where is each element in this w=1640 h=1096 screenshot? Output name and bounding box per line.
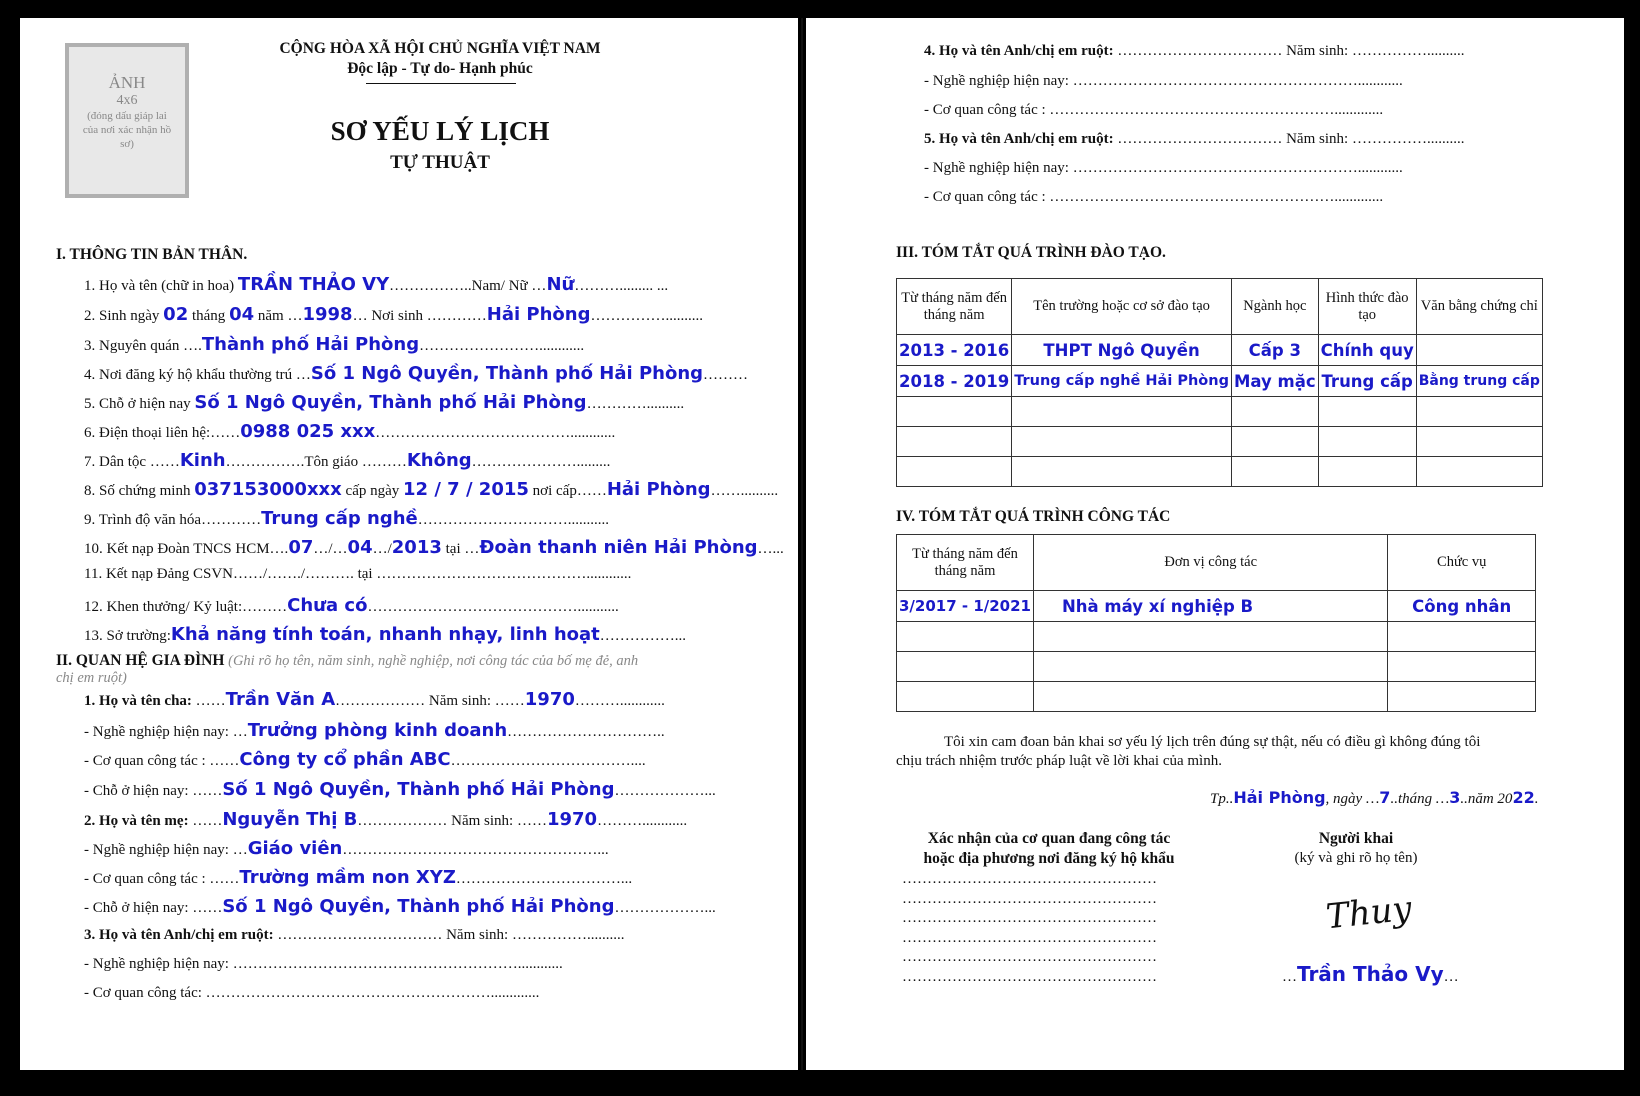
work-table: [896, 534, 1536, 712]
table-row-empty: [897, 682, 1536, 712]
table-cell: Cấp 3: [1231, 335, 1318, 366]
mother-workplace: Trường mầm non XYZ: [239, 867, 456, 888]
table-cell: THPT Ngô Quyền: [1012, 335, 1232, 366]
mother-birth-year: 1970: [546, 809, 598, 830]
table-cell: May mặc: [1231, 366, 1318, 397]
field-registered-address: 4. Nơi đăng ký hộ khẩu thường trú …Số 1 Ngô Quyền, Thành phố Hải Phòng………: [84, 363, 749, 384]
date-day: 7: [1379, 788, 1391, 807]
confirm-dotted-lines: …………………………………………… …………………………………………… …………………………………………… …………………………………………… …………………………………………… ……………………………………………: [902, 871, 1157, 985]
table-row-empty: [897, 622, 1536, 652]
work-col-unit: Đơn vị công tác: [1034, 535, 1388, 591]
id-issue-place: Hải Phòng: [606, 479, 711, 500]
field-father-name: 1. Họ và tên cha: ……Trần Văn A……………… Năm sinh: ……1970………............: [84, 689, 665, 710]
field-party: 11. Kết nạp Đảng CSVN……/……./………. tại ……………………………………............: [84, 566, 632, 582]
education-table: [896, 278, 1543, 487]
education-col-period: Từ tháng năm đến tháng năm: [897, 279, 1012, 335]
section-2-heading: II. QUAN HỆ GIA ĐÌNH (Ghi rõ họ tên, năm sinh, nghề nghiệp, nơi công tác của bố mẹ đẻ, anh: [56, 652, 639, 669]
field-birth: 2. Sinh ngày 02 tháng 04 năm …1998… Nơi sinh …………Hải Phòng……………..........: [84, 304, 703, 325]
table-row: [897, 591, 1536, 622]
signer-name: Trần Thảo Vy: [1297, 962, 1444, 986]
field-father-home: - Chỗ ở hiện nay: ……Số 1 Ngô Quyền, Thành phố Hải Phòng………………...: [84, 779, 716, 800]
work-col-position: Chức vụ: [1388, 535, 1536, 591]
field-fullname: 1. Họ và tên (chữ in hoa) TRẦN THẢO VY……………..Nam/ Nữ …Nữ………......... ...: [84, 274, 669, 295]
birth-month: 04: [229, 304, 255, 325]
youth-day: 07: [288, 537, 314, 558]
fullname-value: TRẦN THẢO VY: [237, 274, 390, 295]
field-mother-home: - Chỗ ở hiện nay: ……Số 1 Ngô Quyền, Thành phố Hải Phòng………………...: [84, 896, 716, 917]
work-header-row: [897, 535, 1536, 591]
table-cell: Trung cấp nghề Hải Phòng: [1012, 366, 1232, 397]
field-sibling-5-job: - Nghề nghiệp hiện nay: …………………………………………………............: [924, 160, 1403, 176]
father-home: Số 1 Ngô Quyền, Thành phố Hải Phòng: [222, 779, 615, 800]
page-left: [20, 18, 798, 1070]
section-3-heading: III. TÓM TẮT QUÁ TRÌNH ĐÀO TẠO.: [896, 244, 1166, 261]
birth-place: Hải Phòng: [486, 304, 591, 325]
id-issue-date: 12 / 7 / 2015: [403, 479, 529, 500]
field-sibling-3-work: - Cơ quan công tác: ………………………………………………….............: [84, 985, 540, 1001]
table-cell: Bằng trung cấp: [1416, 366, 1542, 397]
photo-note: (đóng dấu giáp lai của nơi xác nhận hồ sơ): [82, 110, 172, 150]
field-id-card: 8. Số chứng minh 037153000xxx cấp ngày 12 / 7 / 2015 nơi cấp……Hải Phòng……..........: [84, 479, 779, 500]
education-col-school: Tên trường hoặc cơ sở đào tạo: [1012, 279, 1232, 335]
photo-title: ẢNH: [108, 73, 146, 92]
signer-title: Người khai: [1318, 830, 1394, 847]
field-awards: 12. Khen thưởng/ Kỷ luật:………Chưa có……………………………………...........: [84, 595, 619, 616]
field-sibling-3-name: 3. Họ và tên Anh/chị em ruột: …………………………… Năm sinh: ……………..........: [84, 927, 625, 943]
mother-home: Số 1 Ngô Quyền, Thành phố Hải Phòng: [222, 896, 615, 917]
father-workplace: Công ty cổ phần ABC: [239, 749, 451, 770]
youth-year: 2013: [391, 537, 442, 558]
youth-month: 04: [347, 537, 373, 558]
table-row-empty: [897, 427, 1543, 457]
page-divider: [801, 18, 803, 1070]
confirm-title-2: hoặc địa phương nơi đăng ký hộ khẩu: [923, 850, 1175, 867]
religion-value: Không: [406, 450, 472, 471]
table-cell: Chính quy: [1318, 335, 1416, 366]
education-value: Trung cấp nghề: [261, 508, 418, 529]
page-right: [806, 18, 1624, 1070]
field-mother-work: - Cơ quan công tác : ……Trường mầm non XYZ……………………………...: [84, 867, 633, 888]
date-city: Hải Phòng: [1233, 788, 1326, 807]
father-name: Trần Văn A: [225, 689, 336, 710]
date-year: 22: [1512, 788, 1535, 807]
doc-subtitle: TỰ THUẬT: [390, 152, 490, 173]
father-job: Trưởng phòng kinh doanh: [247, 720, 508, 741]
id-number: 037153000xxx: [194, 479, 342, 500]
field-ethnic-religion: 7. Dân tộc ……Kinh…………….Tôn giáo ………Không………………….........: [84, 450, 611, 471]
field-mother-name: 2. Họ và tên mẹ: ……Nguyễn Thị B……………… Năm sinh: ……1970………............: [84, 809, 688, 830]
origin-value: Thành phố Hải Phòng: [201, 334, 420, 355]
field-sibling-4-job: - Nghề nghiệp hiện nay: …………………………………………………............: [924, 73, 1403, 89]
table-row: [897, 366, 1543, 397]
table-cell: 3/2017 - 1/2021: [897, 591, 1034, 622]
motto-underline: [366, 83, 516, 84]
table-cell: Trung cấp: [1318, 366, 1416, 397]
table-row-empty: [897, 652, 1536, 682]
education-col-mode: Hình thức đào tạo: [1318, 279, 1416, 335]
field-strengths: 13. Sở trường:Khả năng tính toán, nhanh nhạy, linh hoạt……………...: [84, 624, 687, 645]
education-header-row: [897, 279, 1543, 335]
table-row-empty: [897, 457, 1543, 487]
mother-job: Giáo viên: [247, 838, 343, 859]
youth-place: Đoàn thanh niên Hải Phòng: [479, 537, 758, 558]
table-cell: Công nhân: [1388, 591, 1536, 622]
photo-box: [65, 43, 189, 198]
nation-header: CỘNG HÒA XÃ HỘI CHỦ NGHĨA VIỆT NAM: [279, 40, 601, 57]
mother-name: Nguyễn Thị B: [222, 809, 358, 830]
motto: Độc lập - Tự do- Hạnh phúc: [347, 60, 533, 77]
field-father-job: - Nghề nghiệp hiện nay: …Trưởng phòng kinh doanh…………………………..: [84, 720, 665, 741]
doc-title: SƠ YẾU LÝ LỊCH: [330, 116, 550, 146]
field-mother-job: - Nghề nghiệp hiện nay: …Giáo viên……………………………………………...: [84, 838, 609, 859]
signature: Thuy: [1324, 888, 1414, 938]
table-cell: 2013 - 2016: [897, 335, 1012, 366]
sex-value: Nữ: [546, 274, 575, 295]
field-youth-union: 10. Kết nạp Đoàn TNCS HCM….07…/…04…/2013 tại …Đoàn thanh niên Hải Phòng…...: [84, 537, 784, 558]
signer-hint: (ký và ghi rõ họ tên): [1294, 850, 1418, 866]
date-month: 3: [1449, 788, 1461, 807]
birth-year: 1998: [302, 304, 353, 325]
field-sibling-5-work: - Cơ quan công tác : ………………………………………………….............: [924, 189, 1384, 205]
table-cell: 2018 - 2019: [897, 366, 1012, 397]
strengths-value: Khả năng tính toán, nhanh nhạy, linh hoạt: [170, 624, 600, 645]
father-birth-year: 1970: [524, 689, 575, 710]
section-2-note: chị em ruột): [56, 670, 127, 686]
field-sibling-3-job: - Nghề nghiệp hiện nay: …………………………………………………............: [84, 956, 563, 972]
table-row: [897, 335, 1543, 366]
confirm-title-1: Xác nhận của cơ quan đang công tác: [927, 830, 1171, 847]
awards-value: Chưa có: [287, 595, 368, 616]
table-cell: Nhà máy xí nghiệp B: [1034, 591, 1388, 622]
education-col-degree: Văn bằng chứng chỉ: [1416, 279, 1542, 335]
table-cell: [1416, 335, 1542, 366]
section-4-heading: IV. TÓM TẮT QUÁ TRÌNH CÔNG TÁC: [896, 508, 1171, 525]
phone-value: 0988 025 xxx: [240, 421, 376, 442]
ethnic-value: Kinh: [179, 450, 226, 471]
work-col-period: Từ tháng năm đến tháng năm: [897, 535, 1034, 591]
field-sibling-5-name: 5. Họ và tên Anh/chị em ruột: …………………………… Năm sinh: ……………..........: [924, 131, 1465, 147]
field-phone: 6. Điện thoại liên hệ:……0988 025 xxx…………………………………............: [84, 421, 616, 442]
section-1-heading: I. THÔNG TIN BẢN THÂN.: [56, 246, 248, 263]
pledge-line-1: Tôi xin cam đoan bản khai sơ yếu lý lịch trên đúng sự thật, nếu có điều gì không đúng tôi: [944, 734, 1481, 750]
registered-address-value: Số 1 Ngô Quyền, Thành phố Hải Phòng: [310, 363, 704, 384]
signer-name-line: …Trần Thảo Vy…: [1282, 962, 1459, 986]
table-row-empty: [897, 397, 1543, 427]
field-education: 9. Trình độ văn hóa…………Trung cấp nghề…………………………...........: [84, 508, 609, 529]
education-col-major: Ngành học: [1231, 279, 1318, 335]
field-current-address: 5. Chỗ ở hiện nay Số 1 Ngô Quyền, Thành phố Hải Phòng…………..........: [84, 392, 685, 413]
field-father-work: - Cơ quan công tác : ……Công ty cổ phần ABC………………………………....: [84, 749, 646, 770]
field-sibling-4-name: 4. Họ và tên Anh/chị em ruột: …………………………… Năm sinh: ……………..........: [924, 43, 1465, 59]
date-place: Tp..Hải Phòng, ngày …7..tháng …3..năm 2022.: [1210, 788, 1539, 807]
field-origin: 3. Nguyên quán ….Thành phố Hải Phòng……………………............: [84, 334, 585, 355]
birth-day: 02: [163, 304, 189, 325]
field-sibling-4-work: - Cơ quan công tác : ………………………………………………….............: [924, 102, 1384, 118]
photo-size: 4x6: [116, 93, 138, 108]
current-address-value: Số 1 Ngô Quyền, Thành phố Hải Phòng: [194, 392, 587, 413]
pledge-line-2: chịu trách nhiệm trước pháp luật về lời khai của mình.: [896, 753, 1222, 769]
